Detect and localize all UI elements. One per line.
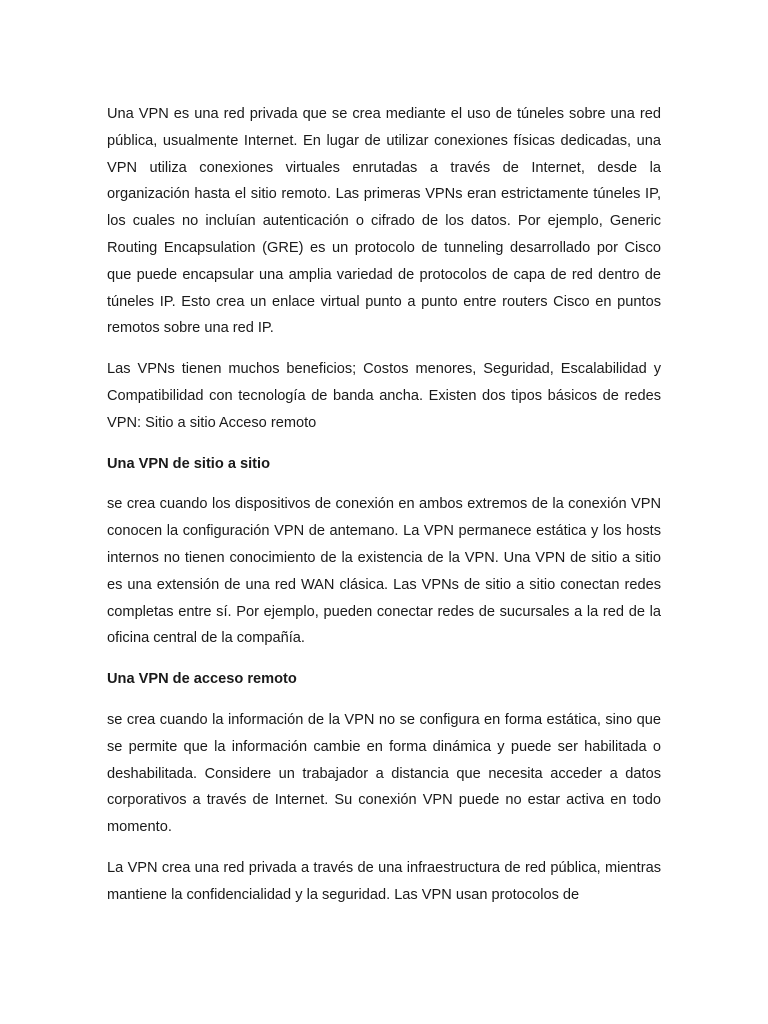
paragraph-vpn-definition: Una VPN es una red privada que se crea mediante el uso de túneles sobre una red pública, usualmente Internet. En lugar de utilizar conexiones físicas dedicadas, una VPN utiliza conexiones virtuales enrutadas a través de Internet, desde la organización hasta el sitio remoto. Las primeras VPNs eran estrictamente túneles IP, los cuales no incluían autenticación o cifrado de los datos. Por ejemplo, Generic Routing Encapsulation (GRE) es un protocolo de tunneling desarrollado por Cisco que puede encapsular una amplia variedad de protocolos de capa de red dentro de túneles IP. Esto crea un enlace virtual punto a punto entre routers Cisco en puntos remotos sobre una red IP.: [107, 106, 661, 337]
heading-site-to-site-vpn: Una VPN de sitio a sitio: [107, 455, 270, 472]
paragraph-site-to-site-description: se crea cuando los dispositivos de conexión en ambos extremos de la conexión VPN conocen la configuración VPN de antemano. La VPN permanece estática y los hosts internos no tienen conocimiento de la existencia de la VPN. Una VPN de sitio a sitio es una extensión de una red WAN clásica. Las VPNs de sitio a sitio conectan redes completas entre sí. Por ejemplo, pueden conectar redes de sucursales a la red de la oficina central de la compañía.: [107, 496, 661, 647]
paragraph-vpn-privacy: La VPN crea una red privada a través de una infraestructura de red pública, mientras mantiene la confidencialidad y la seguridad. Las VPN usan protocolos de: [107, 859, 661, 903]
paragraph-remote-access-description: se crea cuando la información de la VPN no se configura en forma estática, sino que se permite que la información cambie en forma dinámica y puede ser habilitada o deshabilitada. Considere un trabajador a distancia que necesita acceder a datos corporativos a través de Internet. Su conexión VPN puede no estar activa en todo momento.: [107, 711, 661, 836]
document-body: [107, 101, 661, 923]
paragraph-vpn-benefits: Las VPNs tienen muchos beneficios; Costos menores, Seguridad, Escalabilidad y Compatibilidad con tecnología de banda ancha. Existen dos tipos básicos de redes VPN: Sitio a sitio Acceso remoto: [107, 361, 661, 431]
heading-remote-access-vpn: Una VPN de acceso remoto: [107, 671, 297, 688]
